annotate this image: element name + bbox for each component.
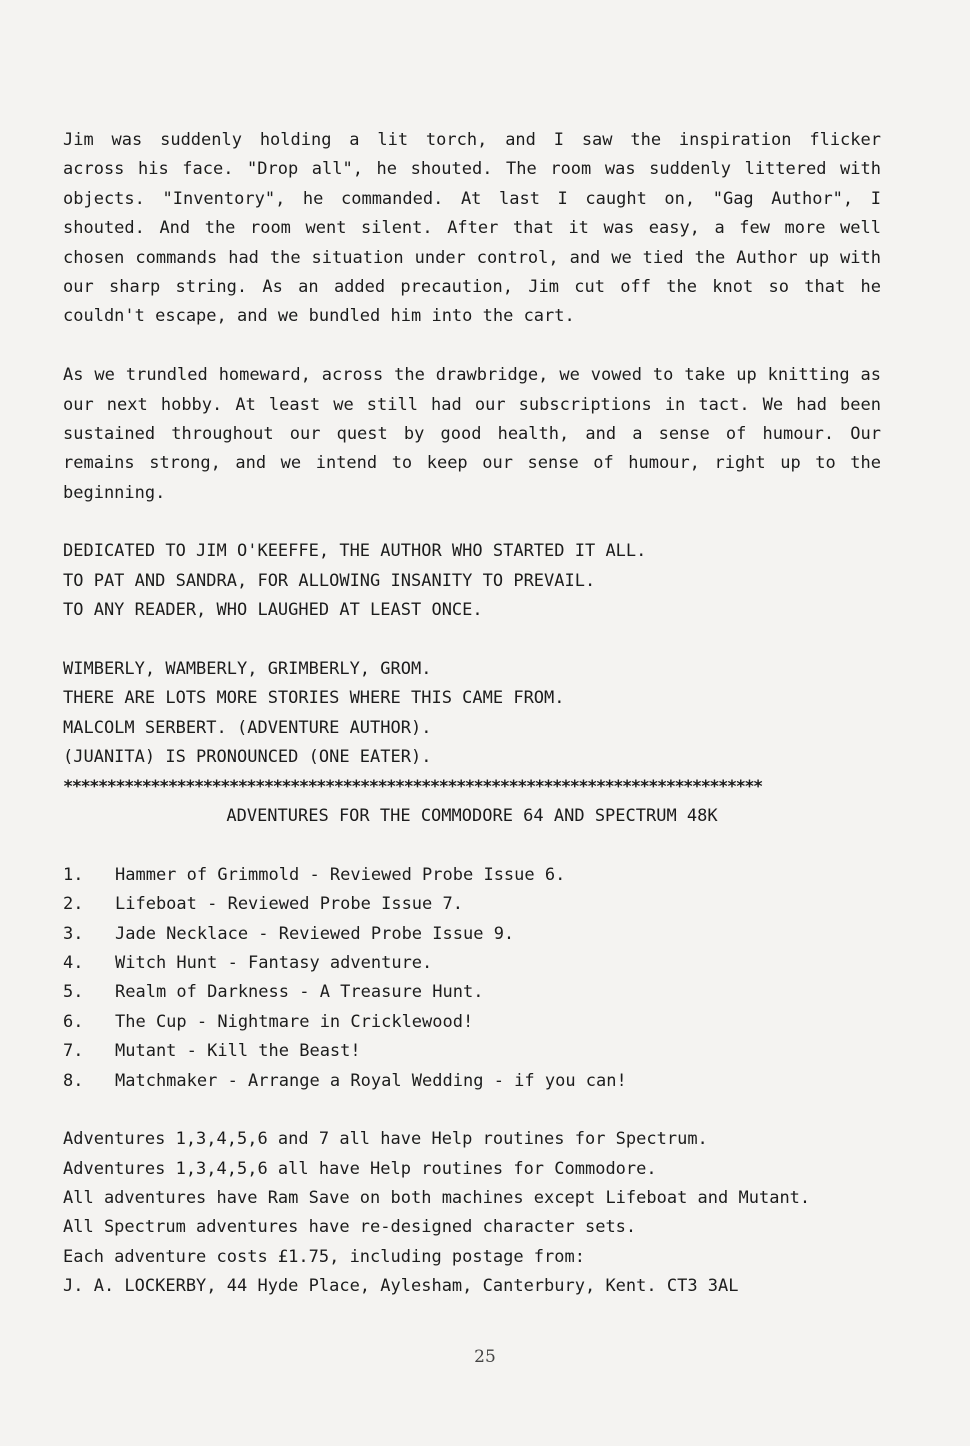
note-line: Adventures 1,3,4,5,6 all have Help routines for Commodore. <box>63 1158 657 1179</box>
item-text: Mutant - Kill the Beast! <box>115 1041 361 1062</box>
ad-notes <box>63 1125 881 1301</box>
item-text: Witch Hunt - Fantasy adventure. <box>115 952 433 973</box>
text-line: remains strong, and we intend to keep our sense of humour, right up to the <box>63 453 881 474</box>
item-text: Jade Necklace - Reviewed Probe Issue 9. <box>115 923 515 944</box>
text-line: across his face. "Drop all", he shouted. The room was suddenly littered with <box>63 159 881 180</box>
address-line: J. A. LOCKERBY, 44 Hyde Place, Aylesham, Canterbury, Kent. CT3 3AL <box>63 1276 739 1297</box>
item-text: The Cup - Nightmare in Cricklewood! <box>115 1011 474 1032</box>
note-line: All Spectrum adventures have re-designed character sets. <box>63 1217 637 1238</box>
list-item <box>63 861 881 890</box>
list-item <box>63 1067 881 1096</box>
closing-line: MALCOLM SERBERT. (ADVENTURE AUTHOR). <box>63 717 432 738</box>
item-number: 5. <box>63 982 84 1003</box>
note-line: All adventures have Ram Save on both machines except Lifeboat and Mutant. <box>63 1188 811 1209</box>
story-paragraph-2 <box>63 361 881 508</box>
item-number: 1. <box>63 864 84 885</box>
page-number: 25 <box>474 1347 496 1367</box>
item-number: 6. <box>63 1011 84 1032</box>
note-line: Each adventure costs £1.75, including postage from: <box>63 1246 585 1267</box>
item-text: Matchmaker - Arrange a Royal Wedding - if you can! <box>115 1070 627 1091</box>
note-line: Adventures 1,3,4,5,6 and 7 all have Help routines for Spectrum. <box>63 1129 708 1150</box>
story-paragraph-1 <box>63 126 881 332</box>
list-item <box>63 978 881 1007</box>
list-item <box>63 1037 881 1066</box>
dedication-line: TO ANY READER, WHO LAUGHED AT LEAST ONCE. <box>63 600 483 621</box>
closing-lines <box>63 655 881 773</box>
item-text: Lifeboat - Reviewed Probe Issue 7. <box>115 894 463 915</box>
text-line: Jim was suddenly holding a lit torch, and I saw the inspiration flicker <box>63 130 881 150</box>
item-number: 4. <box>63 952 84 973</box>
adventure-list <box>63 861 881 1096</box>
ad-heading: ADVENTURES FOR THE COMMODORE 64 AND SPECTRUM 48K <box>226 805 718 826</box>
list-item <box>63 890 881 919</box>
item-number: 3. <box>63 923 84 944</box>
text-line: our sharp string. As an added precaution, Jim cut off the knot so that he <box>63 276 881 297</box>
item-text: Realm of Darkness - A Treasure Hunt. <box>115 982 484 1003</box>
text-line: objects. "Inventory", he commanded. At last I caught on, "Gag Author", I <box>63 188 881 209</box>
closing-line: WIMBERLY, WAMBERLY, GRIMBERLY, GROM. <box>63 659 432 680</box>
text-line: beginning. <box>63 482 166 503</box>
text-line: couldn't escape, and we bundled him into the cart. <box>63 306 575 327</box>
star-divider: ******************************************************************************** <box>63 776 762 797</box>
item-text: Hammer of Grimmold - Reviewed Probe Issue 6. <box>115 864 566 885</box>
item-number: 7. <box>63 1041 84 1062</box>
item-number: 2. <box>63 894 84 915</box>
text-line: chosen commands had the situation under control, and we tied the Author up with <box>63 247 881 268</box>
dedications <box>63 537 881 625</box>
item-number: 8. <box>63 1070 84 1091</box>
closing-line: (JUANITA) IS PRONOUNCED (ONE EATER). <box>63 747 432 768</box>
list-item <box>63 920 881 949</box>
dedication-line: DEDICATED TO JIM O'KEEFFE, THE AUTHOR WHO STARTED IT ALL. <box>63 541 647 562</box>
dedication-line: TO PAT AND SANDRA, FOR ALLOWING INSANITY TO PREVAIL. <box>63 570 596 591</box>
text-line: sustained throughout our quest by good health, and a sense of humour. Our <box>63 423 881 444</box>
typed-page <box>63 126 881 1302</box>
text-line: our next hobby. At least we still had our subscriptions in tact. We had been <box>63 394 881 415</box>
list-item <box>63 1008 881 1037</box>
closing-line: THERE ARE LOTS MORE STORIES WHERE THIS CAME FROM. <box>63 688 565 709</box>
text-line: shouted. And the room went silent. After that it was easy, a few more well <box>63 218 881 239</box>
text-line: As we trundled homeward, across the drawbridge, we vowed to take up knitting as <box>63 365 881 386</box>
list-item <box>63 949 881 978</box>
